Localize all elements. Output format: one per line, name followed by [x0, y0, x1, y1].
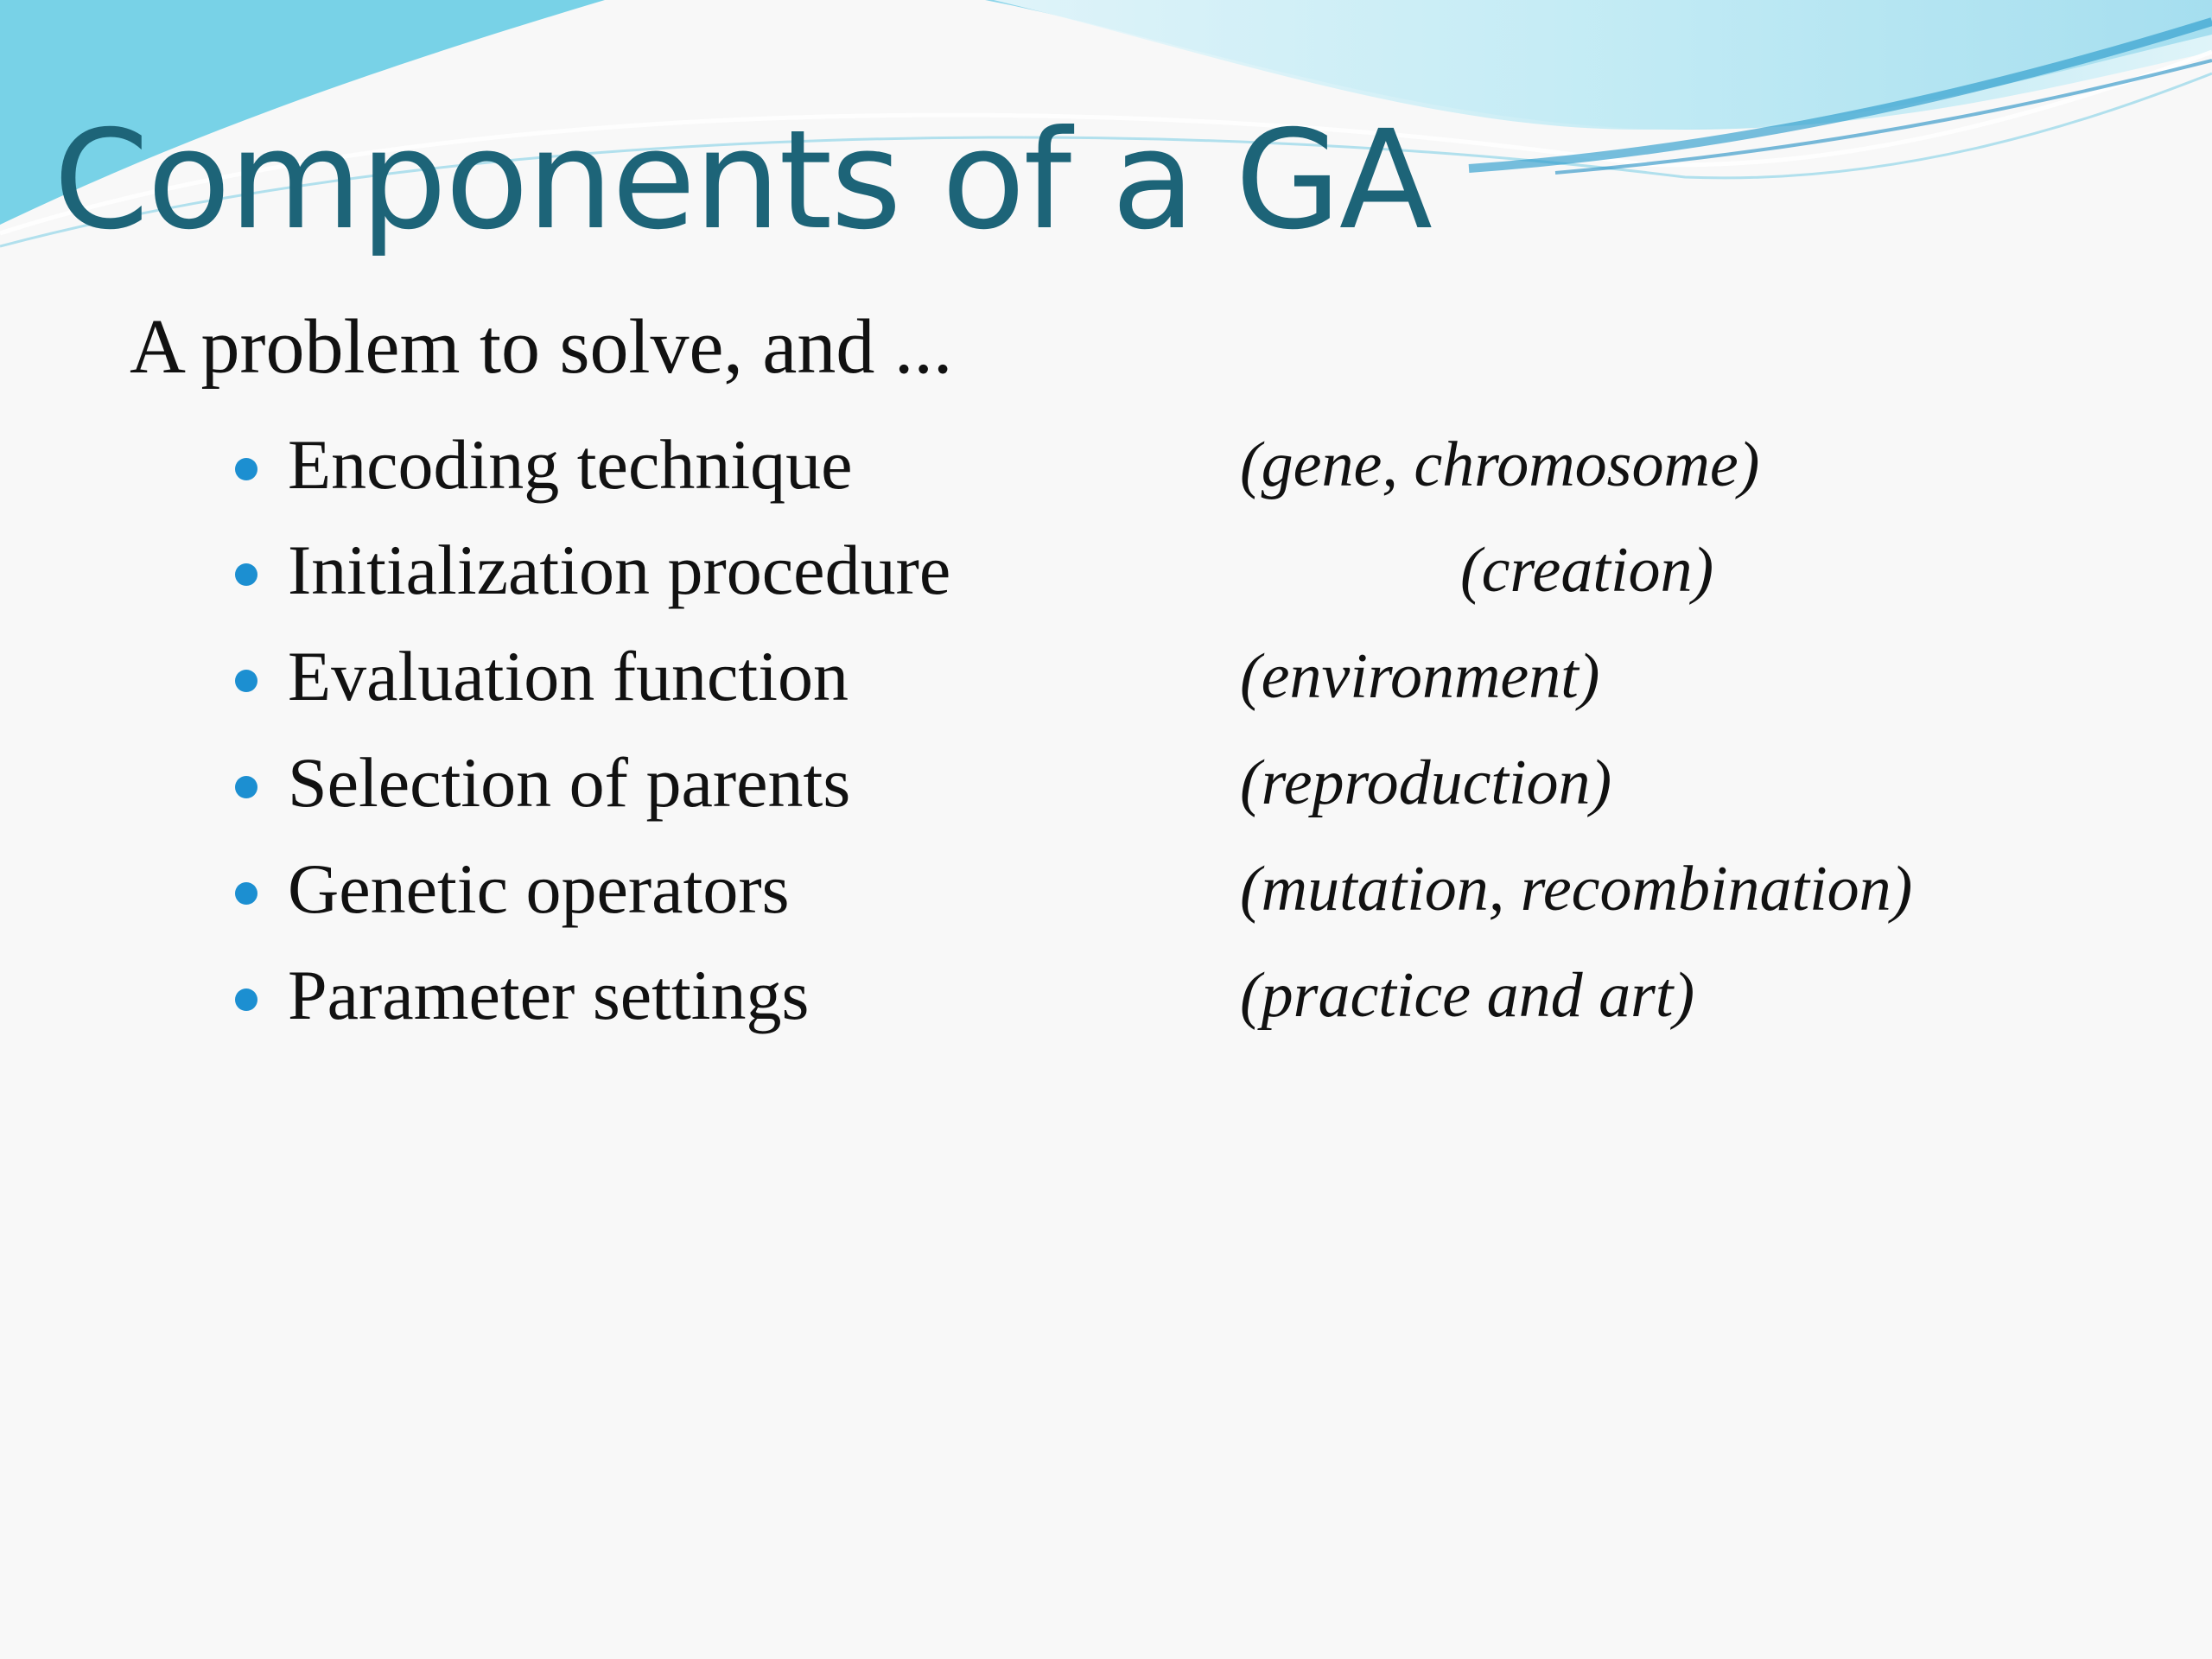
slide-title: Components of a GA [54, 101, 1431, 260]
item-note: (practice and art) [1240, 960, 1695, 1031]
item-label: Parameter settings [288, 956, 810, 1034]
item-label: Evaluation function [288, 637, 849, 715]
item-label: Genetic operators [288, 849, 790, 928]
bullet-icon [235, 776, 257, 798]
list-item [0, 735, 2212, 830]
item-label: Encoding technique [288, 425, 853, 504]
list-item [0, 948, 2212, 1043]
list-item [0, 842, 2212, 937]
item-note: (environment) [1240, 641, 1600, 712]
bullet-icon [235, 882, 257, 905]
intro-text: A problem to solve, and ... [130, 304, 953, 390]
item-label: Selection of parents [288, 743, 851, 822]
item-note: (creation) [1460, 535, 1714, 606]
bullet-icon [235, 563, 257, 586]
item-label: Initialization procedure [288, 531, 951, 609]
item-note: (gene, chromosome) [1240, 429, 1760, 500]
bullet-icon [235, 988, 257, 1011]
item-note: (reproduction) [1240, 747, 1612, 818]
list-item [0, 523, 2212, 618]
bullet-icon [235, 458, 257, 480]
bullet-icon [235, 670, 257, 692]
item-note: (mutation, recombination) [1240, 854, 1913, 925]
list-item [0, 629, 2212, 724]
list-item [0, 417, 2212, 512]
